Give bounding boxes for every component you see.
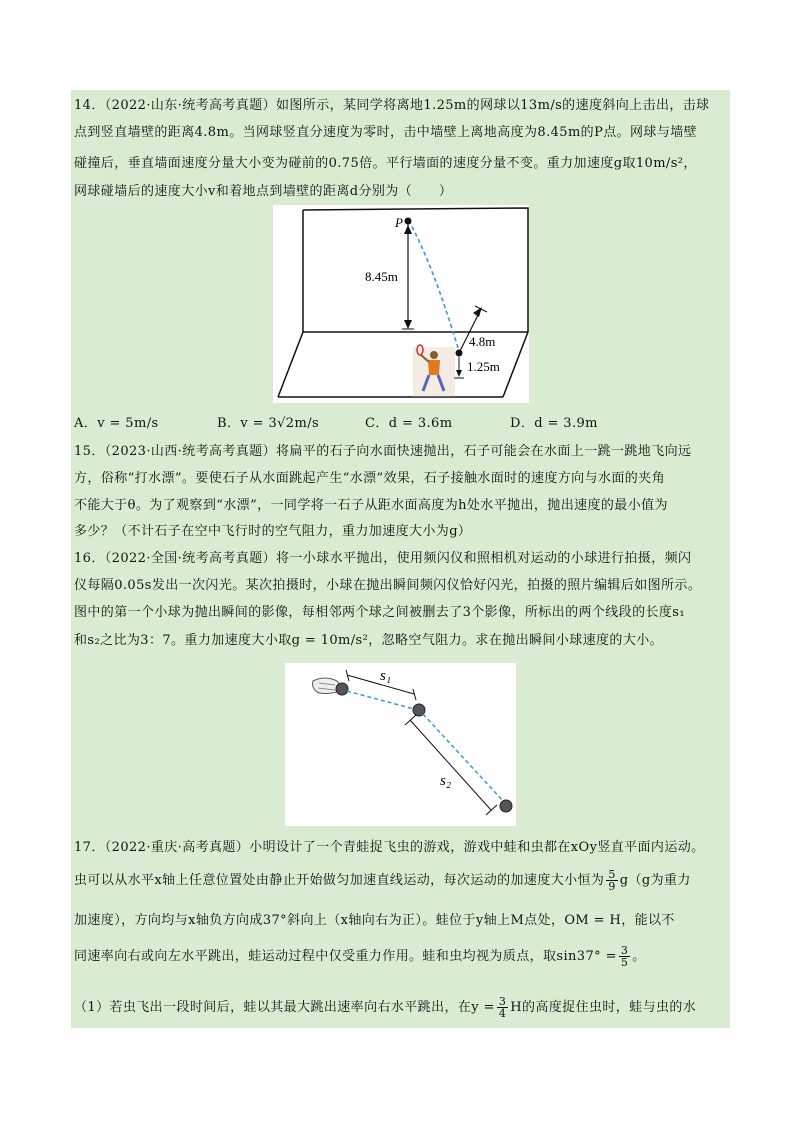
fraction-numerator: 3: [498, 995, 507, 1008]
point-p-label: P: [395, 215, 403, 230]
q17-line-4-text-a: 同速率向右或向左水平跳出，蛙运动过程中仅受重力作用。蛙和虫均视为质点，取sin37° =: [74, 949, 617, 964]
fraction-3-5: [619, 945, 630, 968]
q16-line-3: 图中的第一个小球为抛出瞬间的影像，每相邻两个球之间被删去了3个影像，所标出的两个线段的长度s₁: [74, 605, 685, 620]
q14-line-4: 网球碰墙后的速度大小v和着地点到墙壁的距离d分别为（ ）: [74, 184, 453, 199]
height-845-label: 8.45m: [365, 269, 398, 284]
q14-option-b: B．v = 3√2m/s: [217, 416, 320, 431]
q17-line-3: 加速度），方向均与x轴负方向成37°斜向上（x轴向右为正）。蛙位于y轴上M点处，OM = H，能以不: [74, 913, 675, 928]
q16-line-2: 仪每隔0.05s发出一次闪光。某次拍摄时，小球在抛出瞬间频闪仪恰好闪光，拍摄的照片编辑后如图所示。: [74, 578, 702, 593]
q15-line-4: 多少？（不计石子在空中飞行时的空气阻力，重力加速度大小为g）: [74, 524, 472, 539]
q14-line-1: 14．（2022·山东·统考高考真题）如图所示，某同学将离地1.25m的网球以13m/s的速度斜向上击出，击球: [74, 98, 710, 113]
q15-line-3: 不能大于θ。为了观察到“水漂”，一同学将一石子从距水面高度为h处水平抛出，抛出速度的最小值为: [74, 498, 668, 513]
q17-line-2: [74, 869, 691, 892]
height-125-label: 1.25m: [467, 359, 500, 374]
q14-option-c: C．d = 3.6m: [365, 416, 453, 431]
fraction-denominator: 5: [620, 956, 629, 969]
q17-line-5-text-a: （1）若虫飞出一段时间后，蛙以其最大跳出速率向右水平跳出，在y =: [74, 1000, 495, 1015]
q16-figure: [285, 663, 516, 826]
fraction-3-4: [497, 996, 508, 1019]
q14-option-d: D．d = 3.9m: [510, 416, 598, 431]
q17-line-4-text-b: 。: [632, 949, 646, 964]
fraction-numerator: 5: [608, 868, 616, 881]
q17-line-1: 17．（2022·重庆·高考真题）小明设计了一个青蛙捉飞虫的游戏，游戏中蛙和虫都在xOy竖直平面内运动。: [74, 840, 705, 855]
fraction-5-9: [606, 869, 617, 892]
q16-line-1: 16．（2022·全国·统考高考真题）将一小球水平抛出，使用频闪仪和照相机对运动的小球进行拍摄，频闪: [74, 551, 692, 566]
q17-line-4: [74, 945, 646, 968]
fraction-denominator: 4: [498, 1007, 507, 1020]
q16-line-4: 和s₂之比为3：7。重力加速度大小取g = 10m/s²，忽略空气阻力。求在抛出瞬间小球速度的大小。: [74, 633, 664, 648]
q17-line-5: [74, 996, 696, 1019]
q14-figure: [273, 205, 529, 403]
s2-label: s₂: [440, 773, 452, 789]
flash-photo-diagram: [285, 663, 516, 826]
wall-court-diagram: [273, 205, 529, 403]
q17-line-2-text-b: g（g为重力: [619, 873, 691, 888]
q14-option-a: A．v = 5m/s: [74, 416, 159, 431]
q14-line-3: 碰撞后，垂直墙面速度分量大小变为碰前的0.75倍。平行墙面的速度分量不变。重力加速度g取10m/s²，: [74, 156, 697, 171]
q17-line-2-text-a: 虫可以从水平x轴上任意位置处由静止开始做匀加速直线运动，每次运动的加速度大小恒为: [74, 873, 605, 888]
q15-line-1: 15．（2023·山西·统考高考真题）将扁平的石子向水面快速抛出，石子可能会在水面上一跳一跳地飞向远: [74, 444, 692, 459]
tennis-player-illustration: [413, 345, 455, 397]
fraction-denominator: 9: [608, 880, 616, 893]
s1-label: s₁: [380, 668, 392, 684]
q15-line-2: 方，俗称“打水漂”。要使石子从水面跳起产生“水漂”效果，石子接触水面时的速度方向与水面的夹角: [74, 471, 665, 486]
q17-line-5-text-b: H的高度捉住虫时，蛙与虫的水: [510, 1000, 697, 1015]
distance-48-label: 4.8m: [469, 334, 496, 349]
fraction-numerator: 3: [620, 944, 629, 957]
q14-line-2: 点到竖直墙壁的距离4.8m。当网球竖直分速度为零时，击中墙壁上离地高度为8.45m的P点。网球与墙壁: [74, 125, 698, 140]
